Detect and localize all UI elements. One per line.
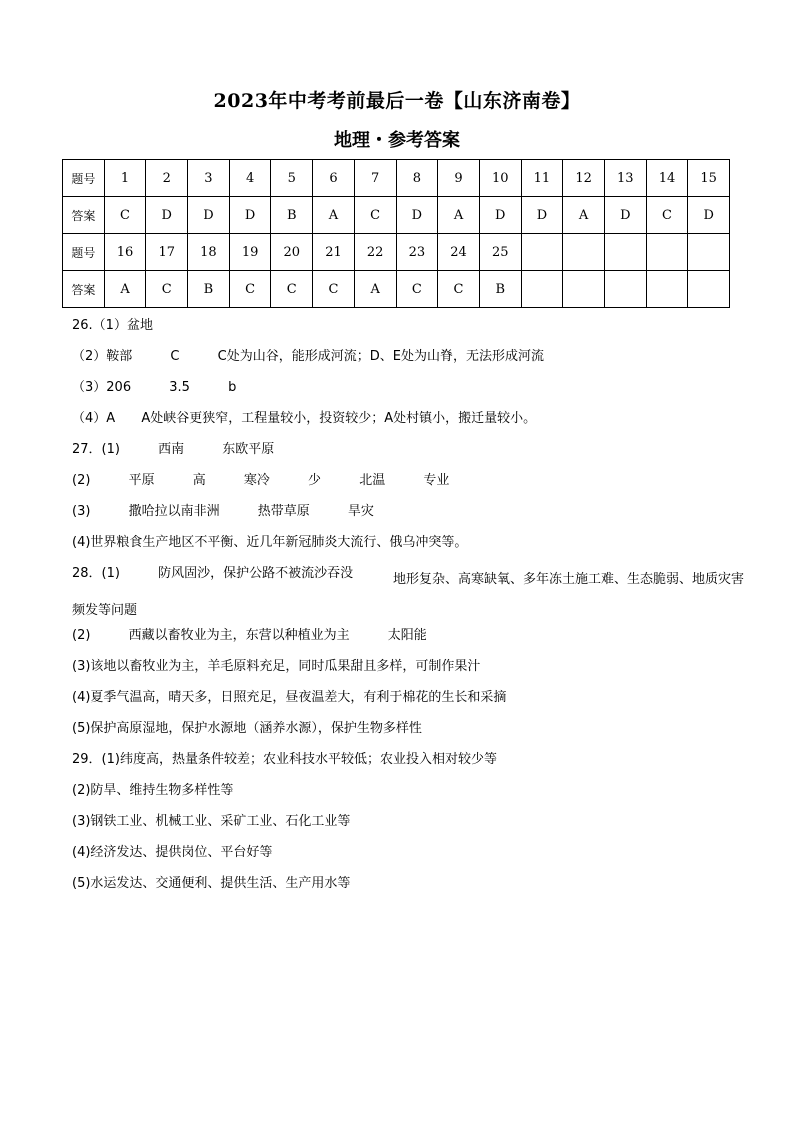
empty-cell [604,271,646,308]
page-subtitle: 地理・参考答案 [334,130,460,151]
q26-p3-value3: b [228,380,237,395]
q27-p1-label: 27．(1) [72,442,120,457]
table-row-numbers-2 [63,234,730,271]
answer-cell: D [479,197,521,234]
empty-cell [563,271,605,308]
question-number: 23 [396,234,438,271]
answer-table [62,159,730,308]
q29-p2-text: (2)防旱、维持生物多样性等 [72,783,234,798]
q28-part5 [72,719,752,750]
q27-p2-answer3: 寒冷 [243,473,270,488]
answer-cell: A [354,271,396,308]
q27-p2-answer4: 少 [308,473,322,488]
q26-p1-text: 26.（1）盆地 [72,318,153,333]
answer-cell: D [604,197,646,234]
answer-cell: A [104,271,146,308]
q28-part1-cont [72,564,752,626]
q26-p2-reason: C处为山谷，能形成河流；D、E处为山脊，无法形成河流 [217,349,544,364]
question-number: 19 [229,234,271,271]
q26-part4 [72,409,752,440]
question-number: 10 [479,160,521,197]
question-number: 9 [438,160,480,197]
question-number: 8 [396,160,438,197]
answer-cell: D [188,197,230,234]
q27-p3-answer1: 撒哈拉以南非洲 [128,504,220,519]
empty-cell [563,234,605,271]
table-row-answers-2 [63,271,730,308]
answer-cell: A [563,197,605,234]
q28-p3-text: (3)该地以畜牧业为主，羊毛原料充足，同时瓜果甜且多样，可制作果汁 [72,659,481,674]
q27-p3-label: (3) [72,504,91,519]
q27-p3-answer2: 热带草原 [257,504,310,519]
empty-cell [688,271,730,308]
q26-part2 [72,347,752,378]
question-number: 6 [313,160,355,197]
answer-cell: A [438,197,480,234]
answer-cell: D [396,197,438,234]
question-number: 3 [188,160,230,197]
answer-cell: C [229,271,271,308]
q28-p1-answer1: 防风固沙，保护公路不被流沙吞没 [158,566,354,581]
answer-cell: C [104,197,146,234]
answer-cell: B [271,197,313,234]
answer-cell: C [438,271,480,308]
question-number: 5 [271,160,313,197]
q28-p2-answer1: 西藏以畜牧业为主，东营以种植业为主 [128,628,350,643]
empty-cell [521,271,563,308]
question-number: 4 [229,160,271,197]
answer-cell: C [271,271,313,308]
q28-part4 [72,688,752,719]
q27-part1 [72,440,752,471]
q27-p4-text: (4)世界粮食生产地区不平衡、近几年新冠肺炎大流行、俄乌冲突等。 [72,535,468,550]
q27-p2-answer6: 专业 [423,473,450,488]
q29-p3-text: (3)钢铁工业、机械工业、采矿工业、石化工业等 [72,814,351,829]
answer-cell: B [188,271,230,308]
q27-p2-answer2: 高 [192,473,206,488]
q29-p4-text: (4)经济发达、提供岗位、平台好等 [72,845,273,860]
empty-cell [688,234,730,271]
answer-cell: D [146,197,188,234]
answer-cell: D [688,197,730,234]
q28-p1-answer2: 地形复杂、高寒缺氧、多年冻土施工难、生态脆弱、地质灾害频发等问题 [72,572,744,618]
q26-p3-value2: 3.5 [169,380,190,395]
question-number: 15 [688,160,730,197]
question-number: 1 [104,160,146,197]
question-number: 13 [604,160,646,197]
table-row-numbers-1 [63,160,730,197]
question-number: 7 [354,160,396,197]
q29-part4 [72,843,752,874]
question-number: 20 [271,234,313,271]
question-number: 2 [146,160,188,197]
answer-explanations [72,316,752,905]
q29-part1 [72,750,752,781]
q28-p4-text: (4)夏季气温高，晴天多，日照充足，昼夜温差大，有利于棉花的生长和采摘 [72,690,507,705]
question-number: 25 [479,234,521,271]
q29-part5 [72,874,752,905]
question-number: 17 [146,234,188,271]
page-title: 2023年中考考前最后一卷【山东济南卷】 [213,90,581,112]
q26-p2-label: （2）鞍部 [72,349,133,364]
answer-cell: C [354,197,396,234]
q27-p3-answer3: 旱灾 [347,504,374,519]
q28-p2-answer2: 太阳能 [387,628,427,643]
q26-p4-reason: A处峡谷更狭窄，工程量较小，投资较少；A处村镇小，搬迁量较小。 [141,411,537,426]
question-number: 21 [313,234,355,271]
empty-cell [646,271,688,308]
q27-part3 [72,502,752,533]
q26-p2-choice: C [170,349,180,364]
empty-cell [521,234,563,271]
answer-cell: D [229,197,271,234]
q29-part3 [72,812,752,843]
q28-p5-text: (5)保护高原湿地，保护水源地（涵养水源），保护生物多样性 [72,721,422,736]
q27-p1-answer2: 东欧平原 [222,442,275,457]
q28-p1-label: 28．(1) [72,566,120,581]
q29-part2 [72,781,752,812]
row-label-answer: 答案 [63,197,105,234]
q27-p2-answer5: 北温 [359,473,386,488]
question-number: 24 [438,234,480,271]
row-label-question: 题号 [63,234,105,271]
q27-p2-answer1: 平原 [128,473,155,488]
q28-p2-label: (2) [72,628,91,643]
q29-p5-text: (5)水运发达、交通便利、提供生活、生产用水等 [72,876,351,891]
answer-cell: C [396,271,438,308]
q28-part2 [72,626,752,657]
answer-cell: B [479,271,521,308]
q26-p4-choice: （4）A [72,411,116,426]
answer-cell: D [521,197,563,234]
empty-cell [646,234,688,271]
question-number: 16 [104,234,146,271]
q26-p3-value1: （3）206 [72,380,132,395]
q28-part3 [72,657,752,688]
q26-part1 [72,316,752,347]
answer-cell: A [313,197,355,234]
question-number: 18 [188,234,230,271]
answer-cell: C [146,271,188,308]
q27-p2-label: (2) [72,473,91,488]
row-label-question: 题号 [63,160,105,197]
q27-p1-answer1: 西南 [158,442,185,457]
question-number: 12 [563,160,605,197]
answer-cell: C [313,271,355,308]
q29-p1-text: 29．(1)纬度高，热量条件较差；农业科技水平较低；农业投入相对较少等 [72,752,497,767]
empty-cell [604,234,646,271]
question-number: 22 [354,234,396,271]
q27-part2 [72,471,752,502]
row-label-answer: 答案 [63,271,105,308]
q27-part4 [72,533,752,564]
question-number: 14 [646,160,688,197]
q26-part3 [72,378,752,409]
table-row-answers-1 [63,197,730,234]
answer-cell: C [646,197,688,234]
question-number: 11 [521,160,563,197]
